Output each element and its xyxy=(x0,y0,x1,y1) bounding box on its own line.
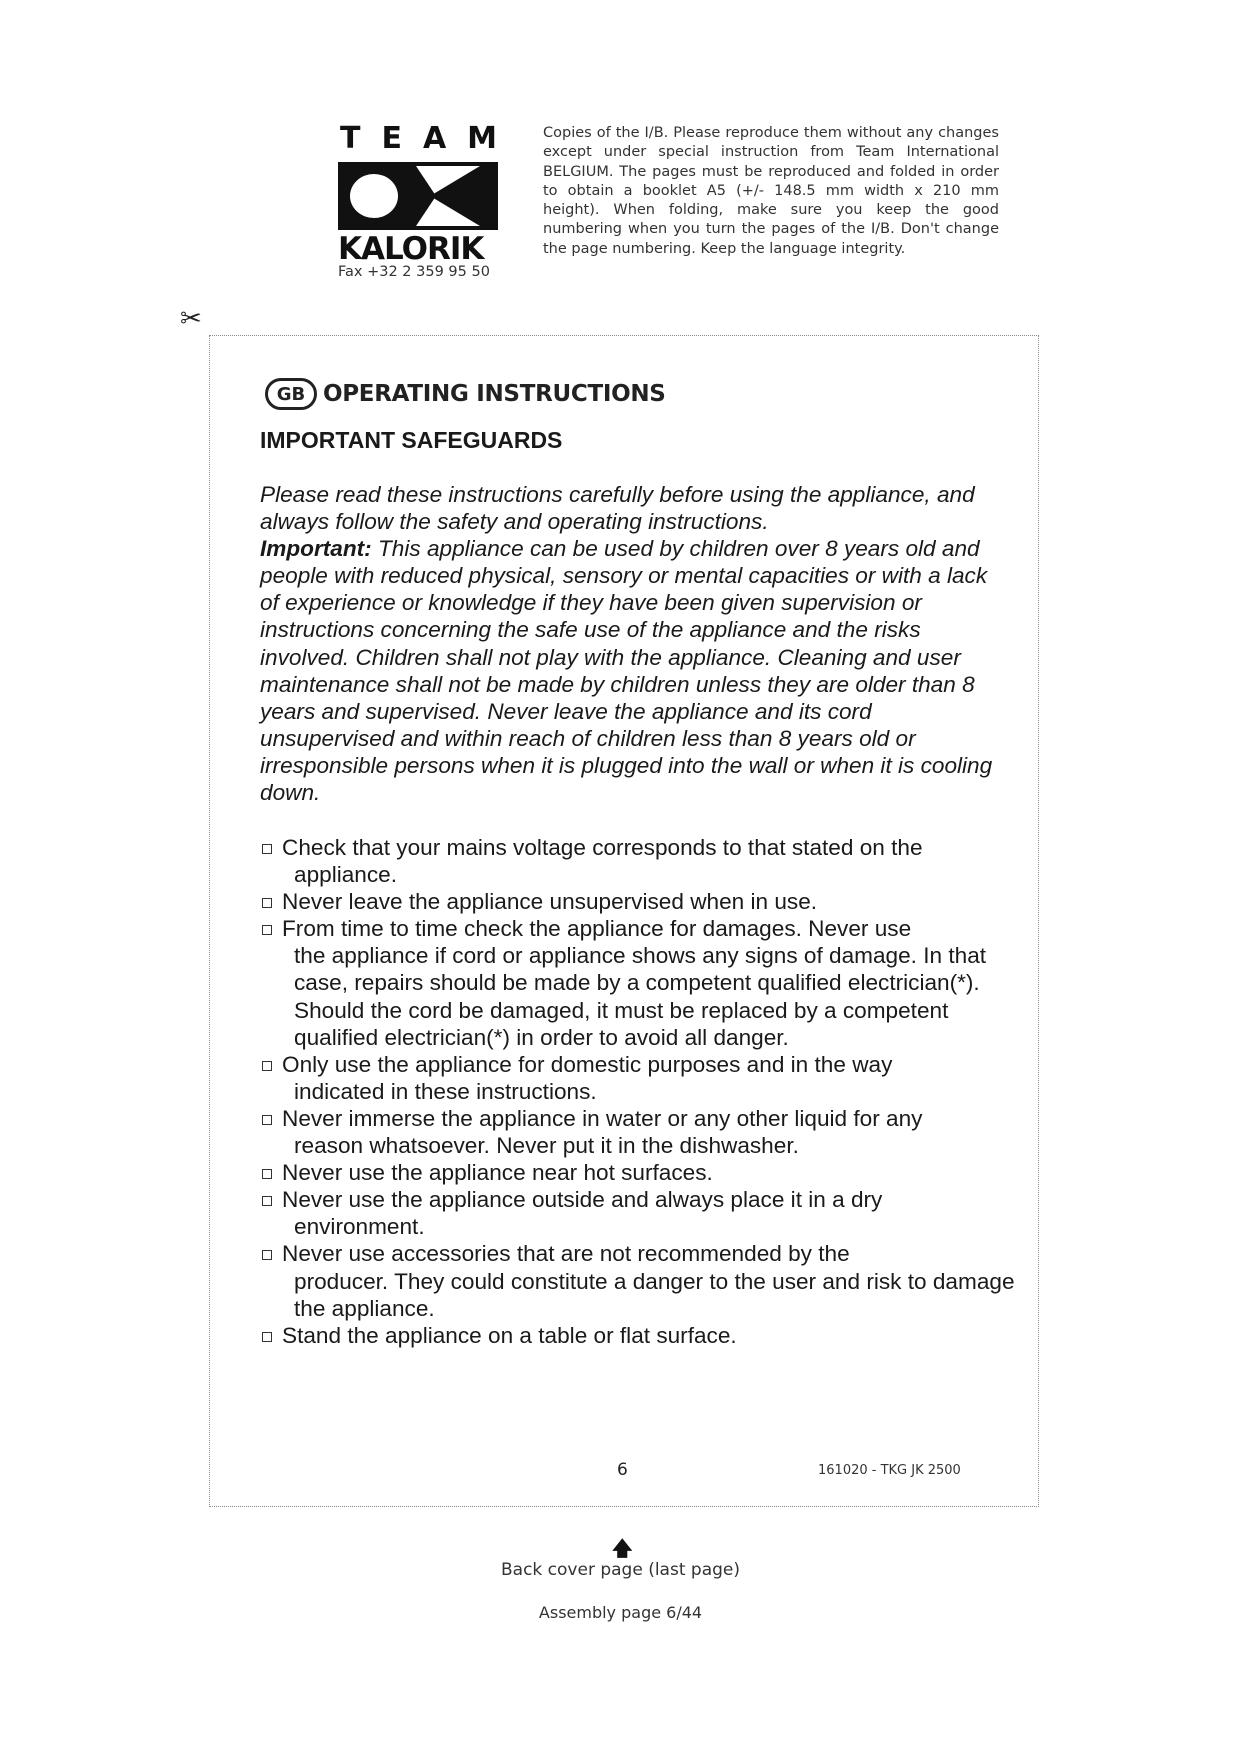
important-text: This appliance can be used by children over 8 years old and people with reduced physical, sensory or mental capacities or with a lack of experience or knowledge if they have been given supervision or instructions concerning the safe use of the appliance and the risks involved. Children shall not play with the appliance. Cleaning and user maintenance shall not be made by children unless they are older than 8 years and supervised. Never leave the appliance and its cord unsupervised and within reach of children less than 8 years old or irresponsible persons when it is plugged into the wall or when it is cooling down. xyxy=(260,536,993,806)
intro-paragraph xyxy=(260,481,1000,806)
list-item-rest: producer. They could constitute a danger to the user and risk to damage the appliance. xyxy=(294,1268,1015,1321)
checkbox-bullet-icon xyxy=(262,844,272,854)
gb-language-badge: GB xyxy=(265,378,317,410)
kalorik-k-icon xyxy=(338,162,498,230)
list-item xyxy=(260,1159,1020,1186)
checkbox-bullet-icon xyxy=(262,1169,272,1179)
checkbox-bullet-icon xyxy=(262,1061,272,1071)
section-heading: IMPORTANT SAFEGUARDS xyxy=(260,427,563,453)
checkbox-bullet-icon xyxy=(262,1332,272,1342)
team-kalorik-logo xyxy=(338,121,519,267)
list-item-rest: environment. xyxy=(294,1214,425,1240)
list-item xyxy=(260,1105,1020,1159)
list-item-rest: the appliance if cord or appliance shows any signs of damage. In that case, repairs should be made by a competent qualified electrician(*). Should the cord be damaged, it must be replaced by a competent qualified electrician(*) in order to avoid all danger. xyxy=(294,943,987,1050)
logo-brand-text: KALORIK xyxy=(338,231,484,267)
checkbox-bullet-icon xyxy=(262,1250,272,1260)
list-item-first: Never immerse the appliance in water or any other liquid for any xyxy=(282,1105,923,1131)
list-item-rest: appliance. xyxy=(294,862,398,888)
logo-team-text: TEAM xyxy=(340,121,519,156)
intro-line: Please read these instructions carefully before using the appliance, and always follow the safety and operating instructions. xyxy=(260,482,975,535)
page-number: 6 xyxy=(617,1460,628,1480)
list-item-first: From time to time check the appliance for damages. Never use xyxy=(282,916,912,942)
page-title: OPERATING INSTRUCTIONS xyxy=(323,381,666,407)
list-item xyxy=(260,834,1020,888)
up-arrow-icon: 🡅 xyxy=(612,1536,633,1560)
list-item-first: Never use the appliance outside and always place it in a dry xyxy=(282,1187,883,1213)
list-item-first: Never leave the appliance unsupervised when in use. xyxy=(282,889,818,915)
checkbox-bullet-icon xyxy=(262,1196,272,1206)
list-item-first: Never use accessories that are not recommended by the xyxy=(282,1241,850,1267)
document-reference: 161020 - TKG JK 2500 xyxy=(818,1463,961,1478)
list-item xyxy=(260,888,1020,915)
scissors-icon: ✂ xyxy=(180,304,202,334)
reproduction-note: Copies of the I/B. Please reproduce them without any changes except under special instruction from Team International BELGIUM. The pages must be reproduced and folded in order to obtain a booklet A5 (+/- 148.5 mm width x 210 mm height). When folding, make sure you keep the good numbering when you turn the pages of the I/B. Don't change the page numbering. Keep the language integrity. xyxy=(543,125,999,257)
checkbox-bullet-icon xyxy=(262,898,272,908)
list-item xyxy=(260,1240,1020,1321)
list-item xyxy=(260,1186,1020,1240)
operating-instructions-heading xyxy=(265,374,666,414)
list-item xyxy=(260,915,1020,1050)
back-cover-note: Back cover page (last page) xyxy=(501,1560,740,1580)
list-item xyxy=(260,1322,1020,1349)
list-item-first: Never use the appliance near hot surfaces. xyxy=(282,1160,713,1186)
checkbox-bullet-icon xyxy=(262,1115,272,1125)
checkbox-bullet-icon xyxy=(262,925,272,935)
important-paragraph xyxy=(260,535,1000,806)
fax-number: Fax +32 2 359 95 50 xyxy=(338,264,490,280)
list-item-first: Check that your mains voltage corresponds to that stated on the xyxy=(282,835,923,860)
list-item xyxy=(260,1051,1020,1105)
list-item-first: Stand the appliance on a table or flat surface. xyxy=(282,1322,737,1348)
list-item-first: Only use the appliance for domestic purposes and in the way xyxy=(282,1051,893,1077)
list-item-rest: reason whatsoever. Never put it in the dishwasher. xyxy=(294,1133,799,1159)
safety-list xyxy=(260,834,1020,1349)
list-item-rest: indicated in these instructions. xyxy=(294,1078,597,1104)
assembly-page-note: Assembly page 6/44 xyxy=(538,1603,703,1622)
important-label: Important: xyxy=(260,536,372,562)
